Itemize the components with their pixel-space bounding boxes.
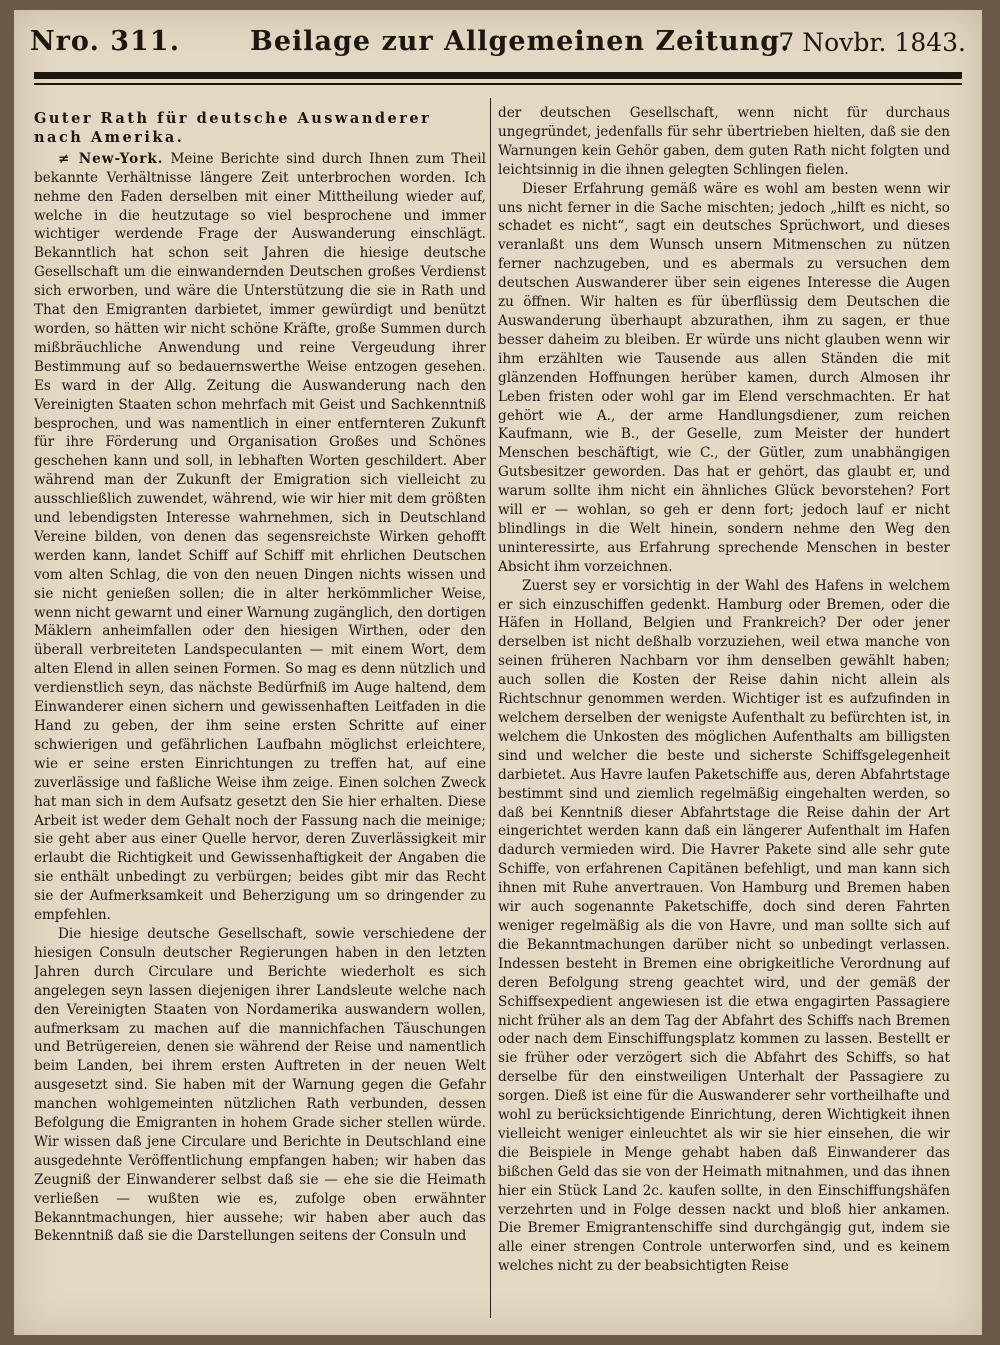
- article-paragraph: der deutschen Gesellschaft, wenn nicht für durchaus ungegründet, jedenfalls für sehr übertrieben hielten, daß sie den Warnungen kein Gehör gaben, dem guten Rath nicht folgten und leichtsinnig in die ihnen gelegten Schlingen fielen.: [498, 105, 950, 178]
- header-rule-thick: [34, 72, 962, 79]
- article-headline: Guter Rath für deutsche Auswanderer nach Amerika.: [34, 110, 432, 146]
- newspaper-title: Beilage zur Allgemeinen Zeitung.: [250, 26, 791, 57]
- masthead: [30, 24, 966, 64]
- column-right: [498, 104, 950, 1319]
- paragraph-text: Meine Berichte sind durch Ihnen zum Theil bekannte Verhältnisse längere Zeit unterbrochen worden. Ich nehme den Faden derselben mit einer Mittheilung wieder auf, welche in die heutzutage so viel besprochene und immer wichtiger werdende Frage der Auswanderung einschlägt. Bekanntlich hat schon seit Jahren die hiesige deutsche Gesellschaft um die einwandernden Deutschen großes Verdienst sich erworben, und wäre die Unterstützung die sie in Rath und That den Emigranten darbietet, immer gewürdigt und benützt worden, so hätten wir nicht schöne Kräfte, große Summen durch mißbräuchliche Anwendung und reine Vergeudung ihrer Bestimmung auf so bedauernswerthe Weise entzogen gesehen. Es ward in der Allg. Zeitung die Auswanderung nach den Vereinigten Staaten schon mehrfach mit Geist und Sachkenntniß besprochen, und was namentlich in einer entfernteren Zukunft für ihre Förderung und Organisation Großes und Schönes geschehen kann und soll, in lebhaften Worten geschildert. Aber während man der Zukunft der Emigration sich vielleicht zu ausschließlich zuwendet, während, wie wir hier mit dem größten und lebendigsten Interesse wahrnehmen, sich in Deutschland Vereine bilden, von denen das segensreichste Wirken gehofft werden kann, landet Schiff auf Schiff mit ehrlichen Deutschen vom alten Schlag, die von den neuen Dingen nichts wissen und sie nicht genießen sollen; die in alter herkömmlicher Weise, wenn nicht gewarnt und einer Warnung zugänglich, den dortigen Mäklern anheimfallen oder den hiesigen Wirthen, oder den überall verbreiteten Landspeculanten — mit einem Wort, dem alten Elend in allen seinen Formen. So mag es denn nützlich und verdienstlich seyn, das nächste Bedürfniß im Auge haltend, dem Einwanderer einen sichern und gewissenhaften Leitfaden in die Hand zu geben, der ihm seine ersten Schritte auf einer schwierigen und gefährlichen Laufbahn möglichst erleichtere, wie er seine ersten Einrichtungen zu treffen hat, auf eine zuverlässige und faßliche Weise ihm zeige. Einen solchen Zweck hat man sich in dem Aufsatz gesetzt den Sie hier erhalten. Diese Arbeit ist weder dem Gehalt noch der Fassung nach die meinige; sie geht aber aus einer Quelle hervor, deren Zuverlässigkeit mir erlaubt die Richtigkeit und Gewissenhaftigkeit der Angaben die sie enthält unbedingt zu verbürgen; beides gibt mir das Recht sie der Aufmerksamkeit und Beherzigung um so dringender zu empfehlen.: [34, 150, 486, 924]
- article-paragraph: [34, 150, 486, 925]
- issue-date: 7 Novbr. 1843.: [778, 28, 966, 57]
- article-paragraph: Die hiesige deutsche Gesellschaft, sowie verschiedene der hiesigen Consuln deutscher Regierungen haben in den letzten Jahren durch Circulare und Berichte wiederholt es sich angelegen seyn lassen diejenigen ihrer Landsleute welche nach den Vereinigten Staaten von Nordamerika auswandern wollen, aufmerksam zu machen auf die mannichfachen Täuschungen und Betrügereien, denen sie während der Reise und namentlich beim Landen, bei ihrem ersten Auftreten in der neuen Welt ausgesetzt sind. Sie haben mit der Warnung gegen die Gefahr manchen wohlgemeinten nützlichen Rath verbunden, dessen Befolgung die Emigranten in hohem Grade sicher stellen würde. Wir wissen daß jene Circulare und Berichte in Deutschland eine ausgedehnte Veröffentlichung empfangen haben; wir haben das Zeugniß der Einwanderer selbst daß sie — ehe sie die Heimath verließen — wußten wie es, zufolge oben erwähnter Bekanntmachungen, hier aussehe; wir haben aber auch das Bekenntniß daß sie die Darstellungen seitens der Consuln und: [34, 925, 486, 1245]
- column-divider: [490, 98, 491, 1318]
- newspaper-page: [14, 10, 982, 1335]
- issue-number: Nro. 311.: [30, 26, 180, 57]
- article-paragraph: Dieser Erfahrung gemäß wäre es wohl am besten wenn wir uns nicht ferner in die Sache mischten; jedoch „hilft es nicht, so schadet es nicht“, sagt ein deutsches Sprüchwort, und dieses veranlaßt uns dem Wunsch unsern Mitmenschen zu nützen ferner nachzugeben, und es abermals zu versuchen dem deutschen Auswanderer über sein eigenes Interesse die Augen zu öffnen. Wir halten es für überflüssig dem Deutschen die Auswanderung überhaupt abzurathen, ihm zu sagen, er thue besser daheim zu bleiben. Er würde uns nicht glauben wenn wir ihm erzählten wie Tausende aus allen Ständen die mit glänzenden Hoffnungen herüber kamen, durch Almosen ihr Leben fristen oder wohl gar im Elend verschmachten. Er hat gehört wie A., der arme Handlungsdiener, zum reichen Kaufmann, wie B., der Geselle, zum Meister der hundert Menschen beschäftigt, wie C., der Gütler, zum unabhängigen Gutsbesitzer geworden. Das hat er gehört, das glaubt er, und warum sollte ihm nicht ein ähnliches Glück bevorstehen? Fort will er — wohlan, so geh er denn fort; jedoch lauf er nicht blindlings in die Welt hinein, sondern nehme den Weg den uninteressirte, aus Erfahrung sprechende Menschen in bester Absicht ihm vorzeichnen.: [498, 180, 950, 575]
- dateline: ≠ New-York.: [58, 150, 164, 167]
- column-left: [34, 106, 486, 1321]
- article-paragraph: Zuerst sey er vorsichtig in der Wahl des Hafens in welchem er sich einzuschiffen gedenkt. Hamburg oder Bremen, oder die Häfen in Holland, Belgien und Frankreich? Der oder jener derselben ist nicht deßhalb vorzuziehen, weil etwa manche von seinen früheren Nachbarn vor ihm denselben gewählt haben; auch sollen die Kosten der Reise dahin nicht allein als Richtschnur genommen werden. Wichtiger ist es aufzufinden in welchem derselben der wenigste Aufenthalt zu befürchten ist, in welchem die Unkosten des möglichen Aufenthalts am billigsten sind und welcher die beste und sicherste Schiffsgelegenheit darbietet. Aus Havre laufen Paketschiffe aus, deren Abfahrtstage bestimmt sind und ziemlich regelmäßig eingehalten werden, so daß bei Kenntniß dieser Abfahrtstage die Reise dahin der Art eingerichtet werden kann daß ein längerer Aufenthalt im Hafen dadurch vermieden wird. Die Havrer Pakete sind alle sehr gute Schiffe, von erfahrenen Capitänen befehligt, und man kann sich ihnen mit Ruhe anvertrauen. Von Hamburg und Bremen haben wir auch sogenannte Paketschiffe, doch sind deren Fahrten weniger regelmäßig als die von Havre, und man sollte sich auf die Bekanntmachungen darüber nicht so unbedingt verlassen. Indessen besteht in Bremen eine obrigkeitliche Verordnung auf deren Befolgung streng geachtet wird, und der gemäß der Schiffsexpedient angewiesen ist die etwa engagirten Passagiere nicht früher als an dem Tag der Abfahrt des Schiffs nach Bremen oder nach dem Einschiffungsplatz kommen zu lassen. Bestellt er sie früher oder verzögert sich die Abfahrt des Schiffs, so hat derselbe für den einstweiligen Unterhalt der Passagiere zu sorgen. Dieß ist eine für die Auswanderer sehr vortheilhafte und wohl zu berücksichtigende Einrichtung, deren Wichtigkeit ihnen vielleicht weniger einleuchtet als wir sie hier einsehen, die wir die Beispiele in Menge gehabt haben daß Einwanderer das bißchen Geld das sie von der Heimath mitnahmen, und das ihnen hier ein Stück Land 2c. kaufen sollte, in den Einschiffungshäfen verzehrten und in Folge dessen nackt und bloß hier ankamen. Die Bremer Emigrantenschiffe sind durchgängig gut, indem sie alle einer strengen Controle unterworfen sind, und es keinem welches nicht zu der beabsichtigten Reise: [498, 577, 950, 1275]
- header-rule-thin: [34, 83, 962, 85]
